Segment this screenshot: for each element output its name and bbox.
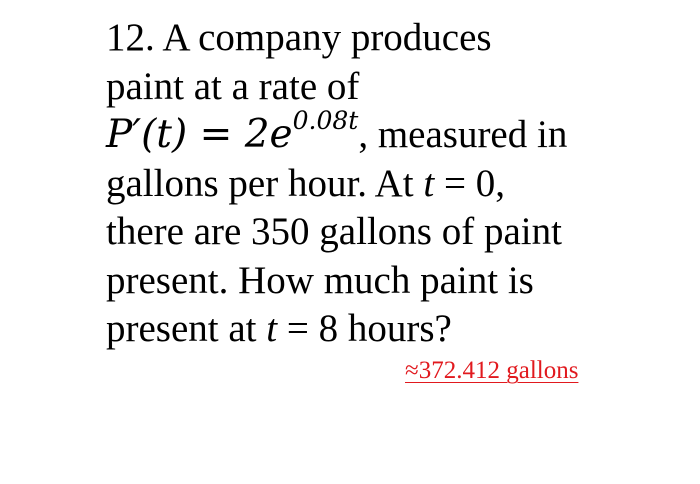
- problem-line-6: present. How much paint is: [106, 258, 534, 302]
- equation-exponent: 0.08t: [292, 106, 359, 135]
- answer-text: ≈372.412 gallons: [405, 357, 579, 384]
- problem-line-4: [106, 160, 626, 209]
- problem-line-7: [106, 305, 626, 354]
- problem-line-7-text: present at: [106, 307, 267, 350]
- equation-equals: =: [187, 112, 245, 157]
- problem-line-2: paint at a rate of: [106, 64, 360, 108]
- problem-statement: [106, 14, 626, 354]
- problem-line-4-end: = 0,: [434, 161, 505, 205]
- problem-line-5: there are 350 gallons of paint: [106, 210, 562, 253]
- problem-line-3-rest: , measured in: [358, 113, 568, 156]
- time-variable: t: [266, 307, 278, 350]
- problem-line-4-text: gallons per hour. At: [106, 161, 424, 205]
- problem-line-1: 12. A company produces: [106, 16, 492, 59]
- equation-lhs: P′(t): [106, 112, 188, 157]
- rate-equation: [106, 106, 359, 157]
- problem-line-7-end: = 8 hours?: [277, 307, 452, 350]
- time-variable: t: [423, 161, 435, 205]
- equation-coefficient: 2e: [244, 112, 293, 157]
- problem-line-3: [106, 106, 626, 160]
